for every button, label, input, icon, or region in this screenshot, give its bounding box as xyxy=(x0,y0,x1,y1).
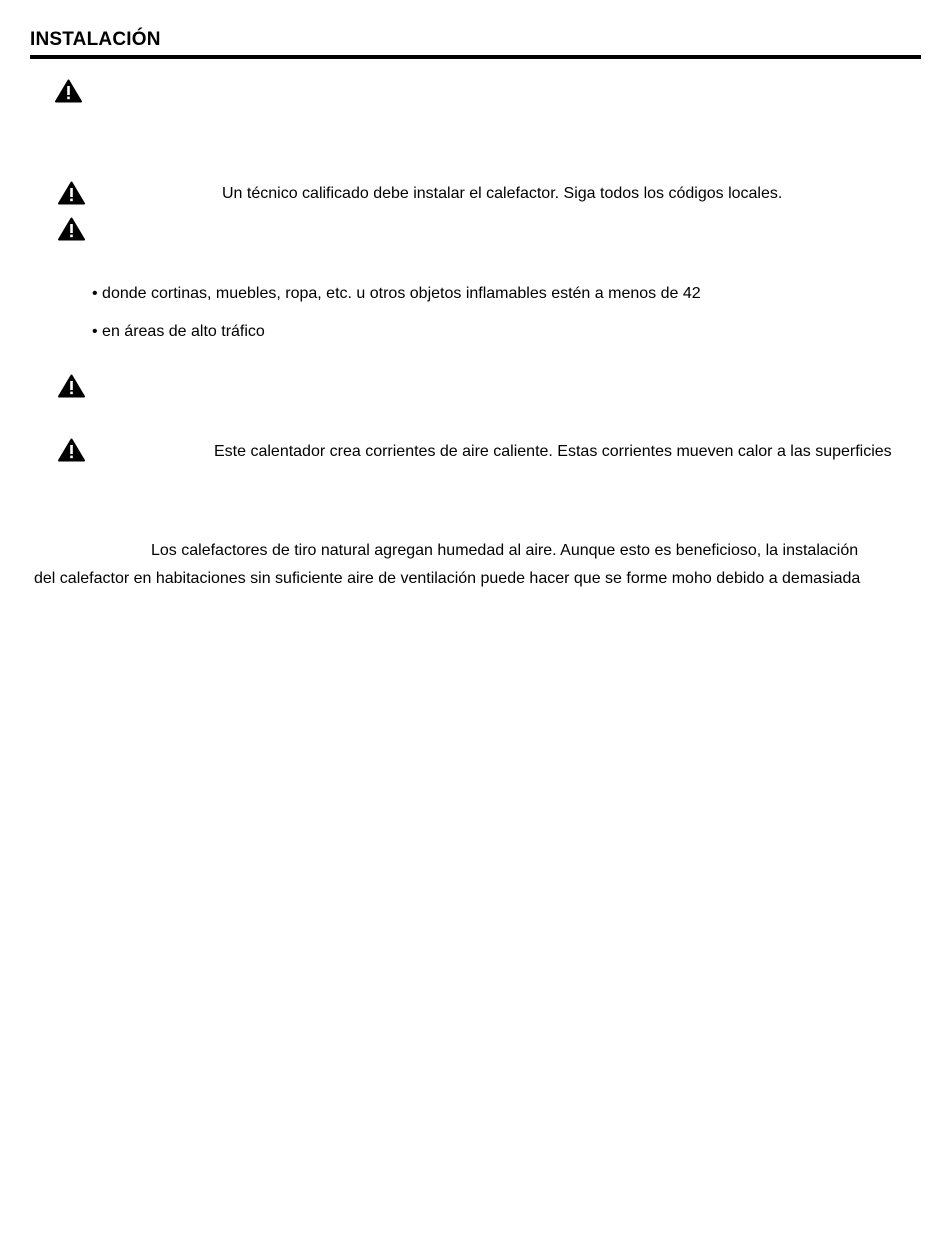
page-title: INSTALACIÓN xyxy=(30,29,161,50)
warning-triangle-icon xyxy=(58,217,85,241)
warning-triangle-icon xyxy=(55,79,82,103)
warning-triangle-icon xyxy=(58,181,85,205)
warning-triangle-icon xyxy=(58,438,85,462)
technician-notice: Un técnico calificado debe instalar el calefactor. Siga todos los códigos locales. xyxy=(222,185,783,202)
warning-triangle-icon xyxy=(58,374,85,398)
humidity-paragraph-line-1: Los calefactores de tiro natural agregan humedad al aire. Aunque esto es beneficioso, la instalación xyxy=(151,542,859,559)
title-rule xyxy=(30,55,921,59)
list-item: • en áreas de alto tráfico xyxy=(92,323,265,340)
air-currents-notice: Este calentador crea corrientes de aire caliente. Estas corrientes mueven calor a las superficies xyxy=(214,443,892,460)
humidity-paragraph-line-2: del calefactor en habitaciones sin suficiente aire de ventilación puede hacer que se forme moho debido a demasiada xyxy=(34,570,861,587)
list-item: • donde cortinas, muebles, ropa, etc. u otros objetos inflamables estén a menos de 42 xyxy=(92,285,701,302)
